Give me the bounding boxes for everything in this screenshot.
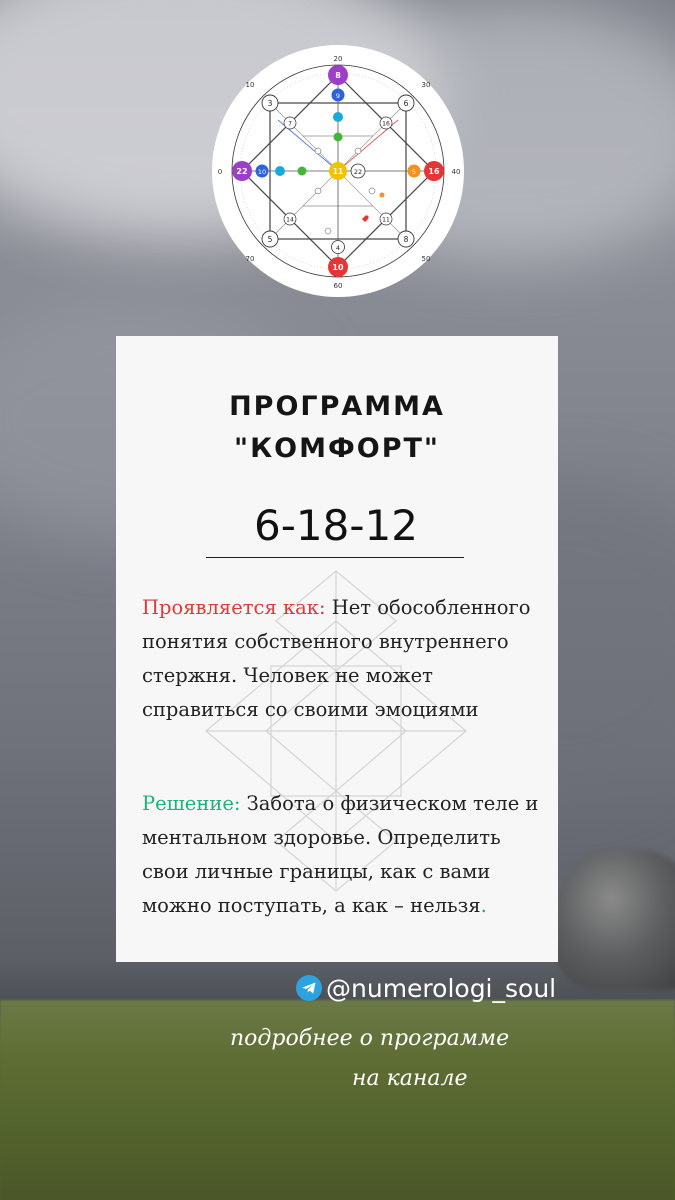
- node-right-value: 16: [428, 167, 440, 176]
- node-left-green: [298, 167, 307, 176]
- node-right-inner-value: 5: [411, 168, 417, 176]
- small-node: [315, 188, 321, 194]
- title-line-2: "КОМФОРТ": [234, 433, 440, 464]
- node-top-inner-value: 9: [335, 92, 341, 100]
- node-top-value: 8: [335, 71, 341, 80]
- age-label-top-left: 10: [245, 81, 255, 89]
- node-left-value: 22: [236, 167, 248, 176]
- node-top-right-value: 6: [403, 99, 409, 108]
- age-label-top-right: 30: [421, 81, 431, 89]
- node-bottom-inner-value: 4: [335, 244, 341, 252]
- manifestation-text: Нет обособленного понятия собственного внутреннего стержня. Человек не может справиться со своими эмоциями: [142, 596, 531, 721]
- telegram-icon: [296, 975, 322, 1001]
- node-tl-inner-value: 7: [288, 120, 292, 128]
- node-left-inner-value: 10: [257, 168, 267, 176]
- small-node: [325, 228, 331, 234]
- matrix-svg: [212, 45, 464, 297]
- solution-text: Забота о физическом теле и ментальном здоровье. Определить свои личные границы, как с вами можно поступать, а как – нельзя: [142, 792, 539, 917]
- solution-label: Решение:: [142, 792, 241, 815]
- age-label-left: 0: [217, 168, 223, 176]
- solution-end-dot: .: [480, 894, 487, 917]
- footer-line-1: подробнее о программе: [230, 1026, 510, 1051]
- solution-paragraph: [142, 787, 542, 923]
- footer-line-2: на канале: [352, 1066, 468, 1091]
- manifestation-paragraph: [142, 591, 542, 727]
- age-label-bottom-right: 50: [421, 255, 431, 263]
- telegram-handle-text[interactable]: @numerologi_soul: [326, 973, 557, 1003]
- node-bottom-value: 10: [332, 263, 344, 272]
- node-center-value: 11: [332, 167, 344, 176]
- program-title: [116, 386, 558, 470]
- age-label-bottom: 60: [333, 282, 343, 290]
- program-code: 6-18-12: [254, 501, 418, 550]
- destiny-matrix-diagram: [212, 45, 464, 297]
- node-top-cyan: [333, 112, 343, 122]
- age-label-top: 20: [333, 55, 343, 63]
- node-bl-inner-value: 14: [286, 216, 294, 224]
- title-line-1: ПРОГРАММА: [229, 391, 445, 422]
- program-card: [116, 336, 558, 962]
- node-center-right-value: 22: [353, 168, 363, 176]
- manifestation-label: Проявляется как:: [142, 596, 326, 619]
- node-bottom-right-value: 8: [403, 235, 409, 244]
- small-node: [355, 148, 361, 154]
- node-tr-inner-value: 16: [382, 120, 390, 128]
- small-node: [369, 188, 375, 194]
- small-node: [315, 148, 321, 154]
- divider: [206, 557, 464, 558]
- node-top-green: [334, 133, 343, 142]
- age-label-bottom-left: 70: [245, 255, 255, 263]
- money-icon: [380, 193, 385, 198]
- node-top-left-value: 3: [267, 99, 273, 108]
- node-br-inner-value: 11: [382, 216, 390, 224]
- node-bottom-left-value: 5: [267, 235, 273, 244]
- heart-icon: [362, 215, 369, 222]
- background-rock: [555, 850, 675, 990]
- node-left-cyan: [275, 166, 285, 176]
- age-label-right: 40: [451, 168, 461, 176]
- telegram-handle[interactable]: [296, 970, 556, 1006]
